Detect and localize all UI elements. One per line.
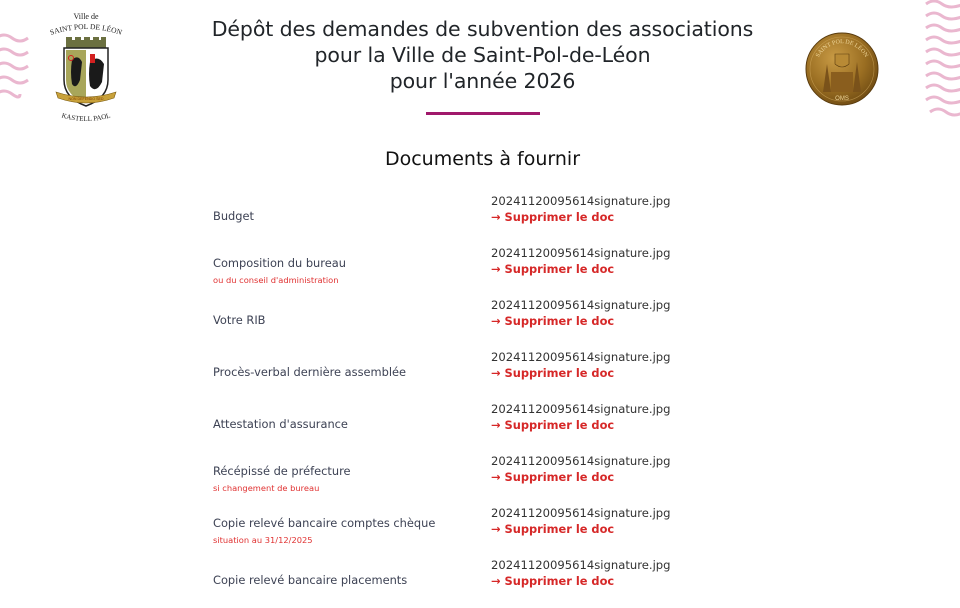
document-row	[213, 296, 733, 348]
uploaded-file-name: 20241120095614signature.jpg	[491, 454, 671, 468]
svg-text:SAINT POL DE LÉON	[49, 22, 124, 37]
page-title-line-3: pour l'année 2026	[389, 69, 576, 93]
document-sublabel: si changement de bureau	[213, 483, 320, 493]
document-row	[213, 504, 733, 556]
logo-motto: NON DEFENDO SED	[68, 97, 104, 101]
decorative-waves-right	[924, 0, 960, 125]
section-title: Documents à fournir	[384, 148, 581, 170]
uploaded-file-name: 20241120095614signature.jpg	[491, 402, 671, 416]
delete-document-link[interactable]: → Supprimer le doc	[491, 522, 615, 536]
document-label: Procès-verbal dernière assemblée	[213, 365, 407, 379]
page-title-line-2: pour la Ville de Saint-Pol-de-Léon	[314, 43, 651, 67]
logo-city-text: SAINT POL DE LÉON	[48, 21, 124, 37]
medal-ring-text: SAINT POL DE LÉON	[815, 39, 869, 59]
page-header	[180, 16, 785, 94]
document-label: Récépissé de préfecture	[213, 464, 351, 478]
uploaded-file-name: 20241120095614signature.jpg	[491, 194, 671, 208]
document-sublabel: ou du conseil d'administration	[213, 275, 339, 285]
document-label: Votre RIB	[213, 313, 266, 327]
documents-list	[213, 192, 733, 608]
delete-document-link[interactable]: → Supprimer le doc	[491, 574, 615, 588]
document-label: Copie relevé bancaire placements	[213, 573, 408, 587]
oms-medal-logo	[805, 32, 879, 106]
city-coat-of-arms-logo	[44, 10, 128, 128]
document-row	[213, 452, 733, 504]
document-row	[213, 244, 733, 296]
document-label: Attestation d'assurance	[213, 417, 348, 431]
uploaded-file-name: 20241120095614signature.jpg	[491, 350, 671, 364]
logo-bottom-text: KASTELL PAOL	[60, 111, 112, 124]
delete-document-link[interactable]: → Supprimer le doc	[491, 366, 615, 380]
delete-document-link[interactable]: → Supprimer le doc	[491, 314, 615, 328]
delete-document-link[interactable]: → Supprimer le doc	[491, 470, 615, 484]
document-sublabel: situation au 31/12/2025	[213, 535, 313, 545]
decorative-waves-left	[0, 30, 32, 100]
delete-document-link[interactable]: → Supprimer le doc	[491, 210, 615, 224]
uploaded-file-name: 20241120095614signature.jpg	[491, 298, 671, 312]
delete-document-link[interactable]: → Supprimer le doc	[491, 418, 615, 432]
document-label: Copie relevé bancaire comptes chèque	[213, 516, 436, 530]
document-row	[213, 348, 733, 400]
document-label: Composition du bureau	[213, 256, 346, 270]
uploaded-file-name: 20241120095614signature.jpg	[491, 558, 671, 572]
delete-document-link[interactable]: → Supprimer le doc	[491, 262, 615, 276]
logo-top-text: Ville de	[73, 12, 99, 21]
document-label: Budget	[213, 209, 254, 223]
document-row	[213, 400, 733, 452]
title-divider	[426, 112, 540, 115]
svg-text:KASTELL PAOL	[61, 112, 112, 123]
uploaded-file-name: 20241120095614signature.jpg	[491, 246, 671, 260]
document-row	[213, 192, 733, 244]
uploaded-file-name: 20241120095614signature.jpg	[491, 506, 671, 520]
document-row	[213, 556, 733, 608]
page-title	[180, 16, 785, 94]
page-title-line-1: Dépôt des demandes de subvention des associations	[211, 17, 754, 41]
medal-bottom-text: OMS	[835, 96, 849, 102]
